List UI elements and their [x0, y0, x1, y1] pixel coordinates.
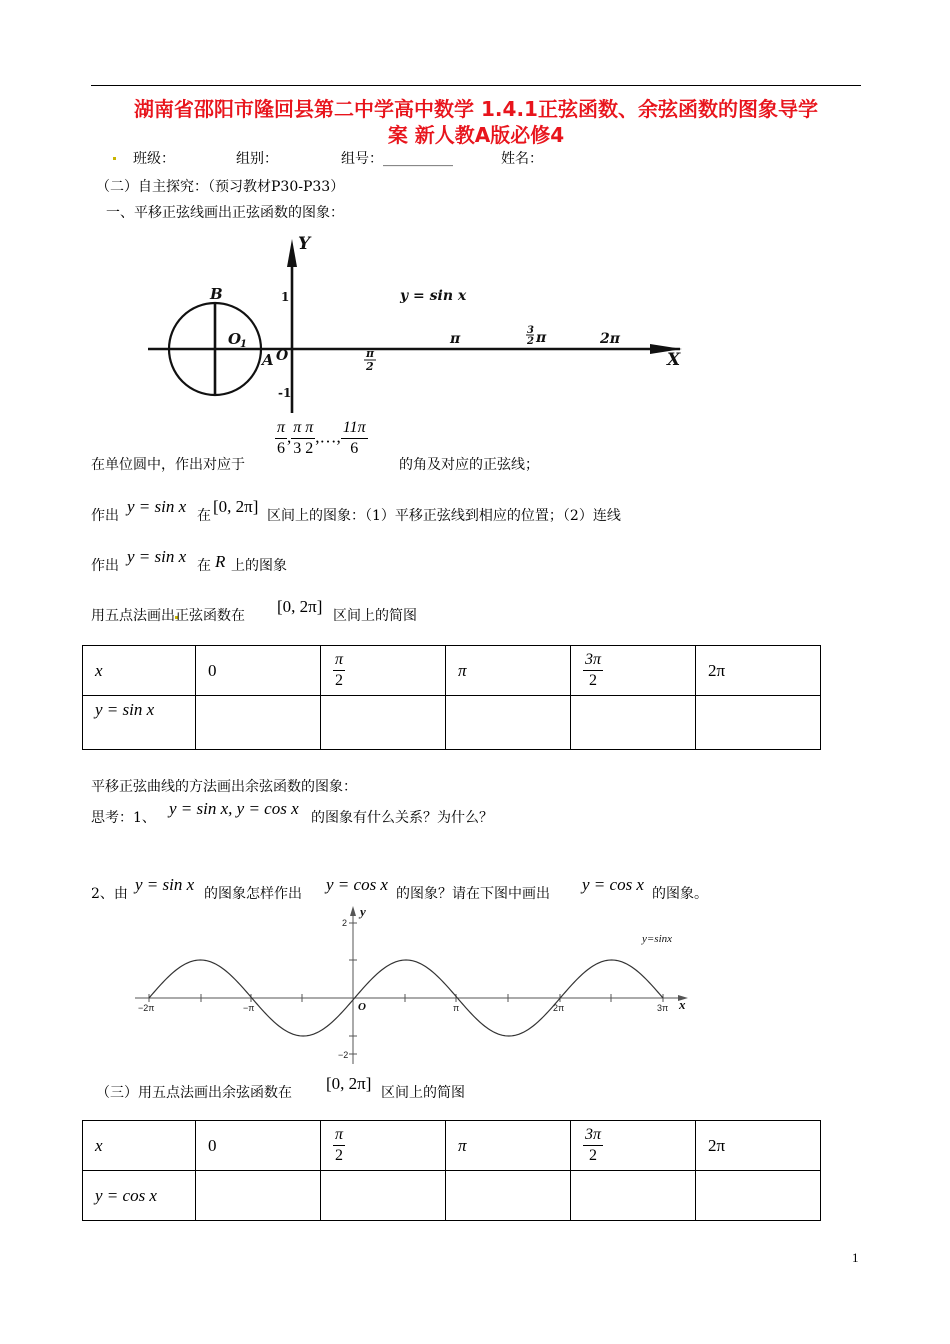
class-label: 班级： — [133, 151, 175, 167]
group-label: 组别： — [236, 151, 278, 167]
table-cell[interactable] — [571, 1171, 696, 1221]
fig2-tick-neg2pi: −2π — [138, 1003, 155, 1013]
fig2-origin: O — [358, 1001, 366, 1013]
frac-pi-2 — [303, 418, 315, 459]
tick-3halfpi-pi: π — [536, 330, 547, 346]
cell-3half-pi — [583, 650, 603, 691]
think2-eq2: y = cos x — [326, 875, 388, 894]
table-row — [83, 646, 821, 696]
table-cell — [83, 1171, 196, 1221]
frac-den: 3 — [293, 440, 302, 457]
point-b-label: B — [210, 285, 223, 303]
fig2-tick-3pi: 3π — [657, 1003, 669, 1013]
table-row — [83, 696, 821, 750]
page-number: 1 — [852, 1250, 859, 1265]
table-cell — [196, 1121, 321, 1171]
title-line-2: 案 新人教A版必修4 — [387, 123, 565, 147]
origin-label: O — [276, 348, 289, 364]
table-cell[interactable] — [696, 696, 821, 750]
cosine-table — [82, 1120, 821, 1221]
frac-den: 2 — [589, 1147, 597, 1164]
point-a-label: A — [262, 351, 274, 369]
think2-pre: 2、由 — [91, 886, 128, 902]
tick-halfpi-num: π — [366, 347, 375, 360]
fig2-x-label: x — [679, 997, 686, 1012]
section2-heading: （二）自主探究：（预习教材P30-P33） — [96, 179, 345, 195]
title-line-1: 湖南省邵阳市隆回县第二中学高中数学 1.4.1正弦函数、余弦函数的图象导学 — [134, 97, 818, 121]
table-cell — [321, 646, 446, 696]
five1-interval: [0, 2π] — [277, 597, 323, 616]
table-cell — [446, 1121, 571, 1171]
think1-post: 的图象有什么关系？为什么？ — [311, 810, 493, 826]
cell-half-pi — [333, 650, 345, 691]
table-row — [83, 1171, 821, 1221]
table-cell[interactable] — [446, 1171, 571, 1221]
tick-3halfpi-den: 2 — [527, 336, 534, 347]
frac-num: π — [333, 650, 345, 671]
frac-den: 6 — [277, 440, 285, 457]
y-axis-arrow — [287, 239, 297, 267]
sine-table — [82, 645, 821, 750]
name-label: 姓名： — [501, 151, 543, 167]
frac-num: π — [333, 1125, 345, 1146]
tick-1-label: 1 — [281, 290, 290, 304]
table-cell — [696, 1121, 821, 1171]
tick-3halfpi-num: 3 — [527, 325, 534, 336]
cell-y-cos: y = cos x — [95, 1185, 157, 1205]
five1-pre: 用五点法画出正弦函数在 — [91, 608, 245, 624]
part1-heading: 一、平移正弦线画出正弦函数的图象： — [106, 205, 344, 221]
five-point-sine-line — [91, 597, 417, 625]
frac-den: 2 — [335, 672, 343, 689]
think2-mid2: 的图象？请在下图中画出 — [396, 886, 550, 902]
cell-0: 0 — [208, 1135, 217, 1155]
frac-num: 3π — [583, 650, 603, 671]
table-cell — [571, 1121, 696, 1171]
draw2-post: 上的图象 — [231, 558, 287, 574]
table-cell[interactable] — [571, 696, 696, 750]
fig2-y-arrow — [350, 906, 356, 916]
table-cell[interactable] — [196, 696, 321, 750]
table-cell — [83, 1121, 196, 1171]
cell-2pi: 2π — [708, 660, 726, 680]
tick-2pi-label: 2π — [600, 331, 620, 347]
fig2-tick-2: 2 — [342, 918, 348, 928]
cell-pi: π — [458, 1135, 467, 1155]
tick-neg1-label: -1 — [278, 386, 292, 400]
table-cell[interactable] — [446, 696, 571, 750]
group-no-label: 组号：__________ — [341, 151, 453, 167]
draw1-post: 区间上的图象：（1）平移正弦线到相应的位置；（2）连线 — [267, 508, 621, 524]
fig2-tick-pi: π — [453, 1003, 460, 1013]
fig2-curve-label: y=sinx — [642, 933, 673, 945]
frac-num: π — [291, 418, 303, 439]
fig1-x-label: X — [667, 350, 681, 370]
cell-pi: π — [458, 660, 467, 680]
center-o1-subscript: 1 — [240, 339, 247, 350]
section3-post: 区间上的简图 — [381, 1085, 465, 1101]
sine-line-figure — [140, 225, 700, 417]
frac-den: 2 — [305, 440, 314, 457]
fig2-y-label: y — [360, 904, 366, 919]
think2-mid: 的图象怎样作出 — [204, 886, 302, 902]
ellipsis: ,…, — [315, 427, 341, 447]
unit-circle-text: 在单位圆中，作出对应于 — [91, 457, 245, 473]
cell-x: x — [95, 1135, 103, 1155]
frac-num: π — [275, 418, 287, 439]
frac-den: 2 — [589, 672, 597, 689]
table-cell — [321, 1121, 446, 1171]
cell-3half-pi — [583, 1125, 603, 1166]
table-cell[interactable] — [696, 1171, 821, 1221]
draw2-pre: 作出 — [91, 558, 119, 574]
tick-pi-label: π — [450, 331, 461, 347]
frac-num: 3π — [583, 1125, 603, 1146]
page-title — [91, 96, 861, 148]
table-cell — [83, 646, 196, 696]
think1-pre: 思考：1、 — [91, 810, 156, 826]
frac-num: π — [303, 418, 315, 439]
cell-half-pi — [333, 1125, 345, 1166]
draw2-in: 在 — [197, 558, 211, 574]
draw1-pre: 作出 — [91, 508, 119, 524]
draw-line-2 — [91, 547, 287, 575]
table-row — [83, 1121, 821, 1171]
cell-y-sin: y = sin x — [95, 700, 155, 719]
draw2-r: R — [215, 552, 226, 571]
fig2-tick-neg2: −2 — [338, 1050, 349, 1060]
table-cell[interactable] — [321, 696, 446, 750]
cell-x: x — [95, 660, 103, 680]
frac-11pi-6 — [341, 418, 368, 459]
frac-pi-3 — [291, 418, 303, 459]
unit-circle-post: 的角及对应的正弦线； — [399, 457, 539, 473]
section3-interval: [0, 2π] — [326, 1074, 372, 1093]
table-cell[interactable] — [196, 1171, 321, 1221]
fig1-equation: y = sin x — [400, 288, 467, 304]
think-2-line — [91, 875, 708, 903]
frac-num: 11π — [341, 418, 368, 439]
header-rule — [91, 85, 861, 86]
table-cell — [696, 646, 821, 696]
section3-line — [96, 1074, 465, 1102]
five1-post: 区间上的简图 — [333, 608, 417, 624]
frac-den: 2 — [335, 1147, 343, 1164]
frac-pi-6 — [275, 418, 287, 459]
fig2-tick-2pi: 2π — [553, 1003, 565, 1013]
think-1-line — [91, 799, 493, 827]
cell-0: 0 — [208, 660, 217, 680]
cell-2pi: 2π — [708, 1135, 726, 1155]
fig2-tick-negpi: −π — [243, 1003, 255, 1013]
table-cell[interactable] — [321, 1171, 446, 1221]
fig1-y-label: Y — [298, 234, 311, 254]
draw1-interval: [0, 2π] — [213, 497, 259, 516]
table-cell — [83, 696, 196, 750]
center-o1-label: O — [228, 330, 242, 348]
table-cell — [571, 646, 696, 696]
shift-heading: 平移正弦曲线的方法画出余弦函数的图象： — [91, 779, 357, 795]
draw-line-1 — [91, 497, 621, 525]
draw1-in: 在 — [197, 508, 211, 524]
sine-curve-figure — [130, 902, 700, 1067]
frac-den: 6 — [350, 440, 359, 457]
think2-post: 的图象。 — [652, 886, 708, 902]
think2-eq3: y = cos x — [582, 875, 644, 894]
tick-halfpi-den: 2 — [366, 360, 374, 373]
think1-eq: y = sin x, y = cos x — [169, 799, 299, 818]
angle-fractions: $\frac{\pi}{6}$ , $\frac{\pi}{3}$ $\frac{\pi}{2}$ ,…, $\frac{11\pi}{6}$ — [277, 419, 366, 457]
section3-pre: （三）用五点法画出余弦函数在 — [96, 1085, 292, 1101]
draw1-eq: y = sin x — [127, 497, 187, 516]
think2-eq1: y = sin x — [135, 875, 195, 894]
table-cell — [446, 646, 571, 696]
draw2-eq: y = sin x — [127, 547, 187, 566]
table-cell — [196, 646, 321, 696]
marker-dot — [113, 157, 116, 160]
